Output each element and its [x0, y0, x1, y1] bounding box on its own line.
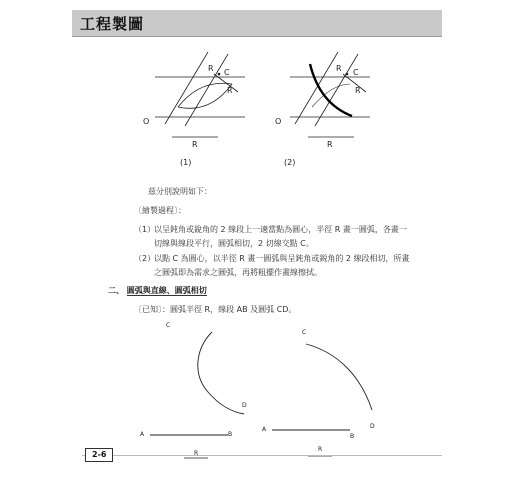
label-r-bottom-right: R: [327, 140, 333, 149]
figure-given-right-drawing: [256, 318, 386, 453]
label-r-slant-right: R: [355, 86, 361, 95]
right-label-b: B: [350, 433, 355, 440]
label-c-left: C: [224, 68, 230, 77]
left-label-r: R: [194, 450, 199, 457]
right-label-a: A: [262, 426, 267, 433]
step2-line2: 之圓弧即為需求之圓弧，再將粗擺作畫線擦拭。: [154, 268, 322, 277]
figure-tangent-arcs: [140, 44, 380, 174]
right-label-c: C: [302, 329, 307, 336]
chapter-title: 工程製圖: [80, 15, 145, 33]
label-c-right: C: [353, 68, 359, 77]
step1-number: （1）: [134, 225, 156, 234]
label-r-top-right: R: [336, 64, 342, 73]
label-r-slant-left: R: [227, 86, 233, 95]
intro-text: 茲分別說明如下：: [148, 187, 212, 196]
left-label-b: B: [228, 431, 233, 438]
step1-line2: 切線與線段平行，圓弧相切，2 切線交點 C。: [154, 239, 314, 248]
figure-given-right: [256, 318, 386, 453]
label-o-right: O: [275, 117, 282, 126]
caption-1: (1): [180, 158, 192, 167]
section-heading: [108, 285, 207, 296]
label-o-left: O: [143, 117, 150, 126]
left-label-a: A: [140, 431, 145, 438]
step2-line1: 以點 C 為圓心，以半徑 R 畫一圓弧與呈鈍角或鋭角的 2 線段相切，所畫: [154, 254, 410, 263]
label-r-top-left: R: [208, 64, 214, 73]
right-label-d: D: [370, 423, 375, 430]
label-r-bottom-left: R: [192, 140, 198, 149]
figure-tangent-arcs-drawing: [140, 44, 380, 174]
step1-line1: 以呈鈍角或銳角的 2 線段上一適當點為圓心，半徑 R 畫一圓弧，各畫一: [154, 225, 407, 234]
steps-title: 〔繪製過程〕：: [134, 206, 186, 215]
section-title: 圓弧與直線、圓弧相切: [126, 286, 207, 295]
chapter-header: [72, 10, 442, 37]
page-number: 2-6: [85, 448, 113, 462]
section-number: 二、: [108, 286, 124, 295]
figure-given-left: [122, 318, 252, 457]
step2-number: （2）: [134, 254, 156, 263]
left-label-c: C: [166, 322, 171, 329]
left-label-d: D: [242, 402, 247, 409]
known-text: 〔已知〕：圓弧半徑 R，線段 AB 及圓弧 CD。: [134, 305, 297, 314]
right-label-r: R: [318, 446, 323, 453]
footer-rule: [82, 455, 442, 456]
figure-given-left-drawing: [122, 318, 252, 457]
caption-2: (2): [284, 158, 296, 167]
